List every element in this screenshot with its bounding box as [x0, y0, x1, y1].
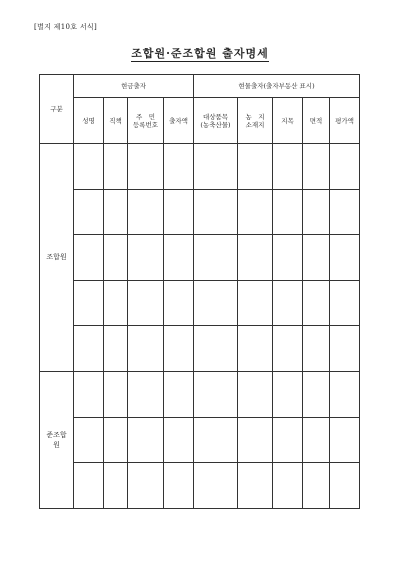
table-cell[interactable]: [164, 371, 194, 417]
table-cell[interactable]: [273, 189, 303, 235]
table-cell[interactable]: [303, 417, 330, 463]
col-resident-line1: 주 민: [135, 112, 156, 121]
table-cell[interactable]: [238, 280, 273, 326]
table-cell[interactable]: [303, 144, 330, 190]
header-gubun-label: 구분: [50, 105, 63, 113]
col-valuation: [330, 98, 360, 144]
col-position: [104, 98, 128, 144]
table-cell[interactable]: [273, 371, 303, 417]
group-associate-line2: 원: [53, 440, 60, 449]
col-resident-number: [128, 98, 164, 144]
table-cell[interactable]: [104, 280, 128, 326]
col-lot-label: 지목: [281, 116, 294, 125]
header-cash-group: [74, 75, 194, 98]
table-cell[interactable]: [164, 463, 194, 509]
table-cell[interactable]: [104, 463, 128, 509]
table-cell[interactable]: [303, 189, 330, 235]
table-cell[interactable]: [238, 144, 273, 190]
table-cell[interactable]: [273, 280, 303, 326]
table-cell[interactable]: [273, 463, 303, 509]
table-cell[interactable]: [128, 280, 164, 326]
col-area-label: 면적: [309, 116, 323, 125]
table-cell[interactable]: [194, 463, 238, 509]
table-cell[interactable]: [238, 189, 273, 235]
table-cell[interactable]: [164, 144, 194, 190]
table-cell[interactable]: [273, 326, 303, 372]
group-associate-line1: 준조합: [46, 430, 67, 439]
table-cell[interactable]: [104, 371, 128, 417]
table-cell[interactable]: [330, 417, 360, 463]
table-cell[interactable]: [104, 189, 128, 235]
table-cell[interactable]: [104, 235, 128, 281]
table-row: [40, 144, 360, 190]
col-farmland-line2: 소재지: [245, 120, 265, 129]
table-row: [40, 235, 360, 281]
table-cell[interactable]: [273, 417, 303, 463]
col-farmland: [238, 98, 273, 144]
col-name-label: 성명: [82, 116, 95, 125]
table-cell[interactable]: [194, 417, 238, 463]
table-cell[interactable]: [303, 326, 330, 372]
table-cell[interactable]: [238, 235, 273, 281]
table-cell[interactable]: [194, 280, 238, 326]
table-cell[interactable]: [128, 463, 164, 509]
table-cell[interactable]: [128, 417, 164, 463]
cash-group-label: 현금출자: [120, 82, 147, 90]
table-cell[interactable]: [330, 463, 360, 509]
table-cell[interactable]: [194, 189, 238, 235]
group-members: [40, 144, 74, 372]
col-name: [74, 98, 104, 144]
table-cell[interactable]: [194, 144, 238, 190]
group-members-label: 조합원: [46, 253, 67, 262]
table-cell[interactable]: [74, 371, 104, 417]
table-cell[interactable]: [330, 144, 360, 190]
col-item: [194, 98, 238, 144]
table-cell[interactable]: [128, 326, 164, 372]
table-cell[interactable]: [303, 280, 330, 326]
table-cell[interactable]: [74, 417, 104, 463]
table-cell[interactable]: [330, 189, 360, 235]
table-row: [40, 371, 360, 417]
table-cell[interactable]: [164, 189, 194, 235]
table-cell[interactable]: [330, 326, 360, 372]
table-cell[interactable]: [128, 371, 164, 417]
col-valuation-label: 평가액: [335, 116, 354, 125]
table-cell[interactable]: [303, 371, 330, 417]
col-item-line1: 대상품목: [202, 112, 229, 121]
table-cell[interactable]: [74, 280, 104, 326]
table-cell[interactable]: [238, 326, 273, 372]
inkind-group-label: 현물출자(출자부동산 표시): [238, 82, 315, 90]
col-position-label: 직책: [109, 116, 122, 125]
header-inkind-group: [194, 75, 360, 98]
table-cell[interactable]: [303, 235, 330, 281]
table-cell[interactable]: [74, 463, 104, 509]
col-amount-label: 출자액: [169, 116, 188, 125]
col-resident-line2: 등록번호: [132, 120, 159, 129]
col-lot: [273, 98, 303, 144]
col-amount: [164, 98, 194, 144]
header-gubun: [40, 75, 74, 144]
table-cell[interactable]: [273, 144, 303, 190]
contribution-table: [39, 74, 360, 509]
table-cell[interactable]: [238, 463, 273, 509]
table-cell[interactable]: [273, 235, 303, 281]
table-cell[interactable]: [194, 371, 238, 417]
form-number: [별지 제10호 서식]: [34, 23, 97, 31]
table-cell[interactable]: [128, 144, 164, 190]
table-row: [40, 189, 360, 235]
table-cell[interactable]: [104, 326, 128, 372]
page-title: 조합원·준조합원 출자명세: [131, 47, 269, 60]
table-cell[interactable]: [194, 235, 238, 281]
table-cell[interactable]: [330, 280, 360, 326]
col-item-line2: (농축산물): [200, 120, 231, 129]
table-cell[interactable]: [303, 463, 330, 509]
table-cell[interactable]: [104, 417, 128, 463]
table-cell[interactable]: [238, 417, 273, 463]
table-cell[interactable]: [128, 235, 164, 281]
table-row: [40, 463, 360, 509]
group-associate: [40, 371, 74, 508]
table-cell[interactable]: [104, 144, 128, 190]
table-cell[interactable]: [238, 371, 273, 417]
table-cell[interactable]: [330, 371, 360, 417]
table-cell[interactable]: [164, 235, 194, 281]
table-cell[interactable]: [74, 189, 104, 235]
table-cell[interactable]: [164, 280, 194, 326]
table-row: [40, 280, 360, 326]
table-row: [40, 417, 360, 463]
col-farmland-line1: 농 지: [245, 112, 265, 121]
table-cell[interactable]: [194, 326, 238, 372]
table-cell[interactable]: [330, 235, 360, 281]
table-cell[interactable]: [164, 326, 194, 372]
table-cell[interactable]: [128, 189, 164, 235]
table-cell[interactable]: [74, 326, 104, 372]
table-cell[interactable]: [74, 235, 104, 281]
col-area: [303, 98, 330, 144]
table-row: [40, 326, 360, 372]
table-cell[interactable]: [74, 144, 104, 190]
table-cell[interactable]: [164, 417, 194, 463]
